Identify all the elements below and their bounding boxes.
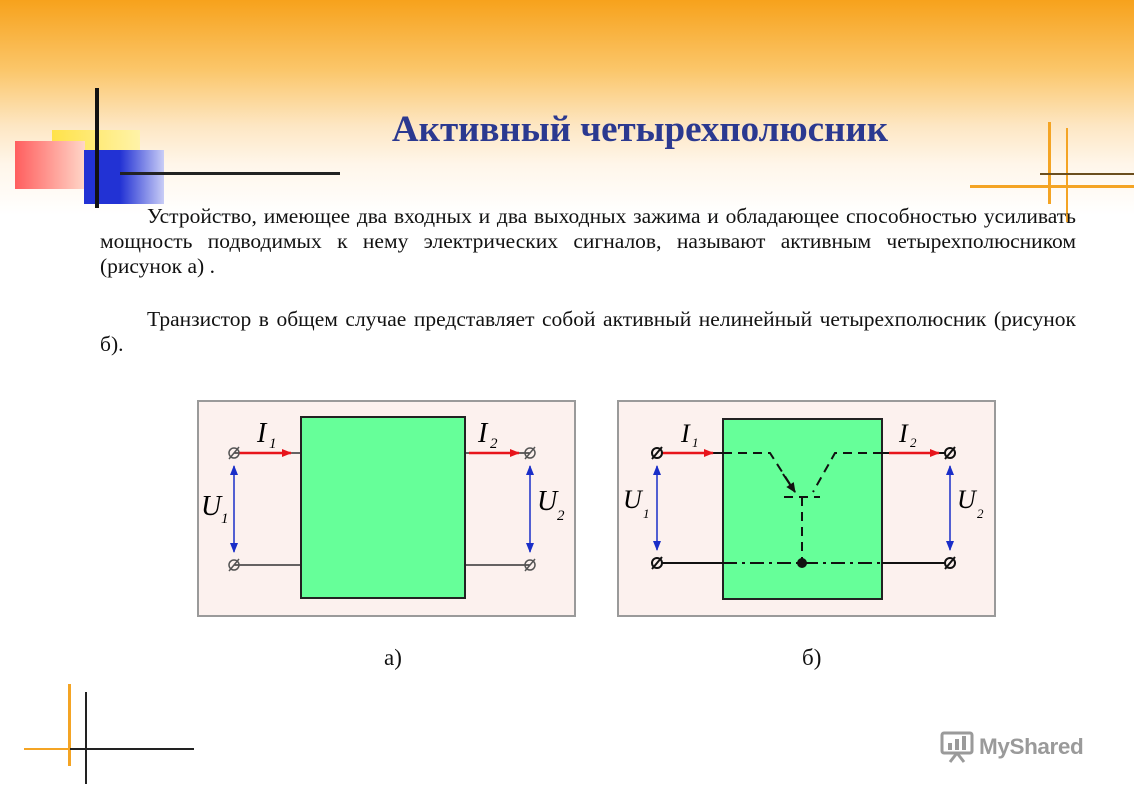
figure-b-label-i1-sub: 1 xyxy=(692,435,699,450)
figure-a-label-u2: U xyxy=(537,486,558,517)
decor-orange-hline xyxy=(970,185,1134,188)
figure-a-label-u1: U xyxy=(201,491,222,522)
figure-a-label-u1-sub: 1 xyxy=(221,511,229,527)
figure-b-quadripole-box xyxy=(723,419,882,599)
figure-a-quadripole-box xyxy=(301,417,465,598)
figure-b-terminal-in-top xyxy=(652,447,662,459)
figure-b-common-node xyxy=(797,558,807,568)
figure-b-terminal-in-bottom xyxy=(652,557,662,569)
watermark-logo[interactable] xyxy=(940,728,1100,766)
figure-b-label-u1-sub: 1 xyxy=(643,506,650,521)
figure-b-label-i2: I xyxy=(899,419,908,448)
decor-dark-hline xyxy=(1040,173,1134,175)
presentation-board-icon xyxy=(940,730,974,764)
figure-a-label-u2-sub: 2 xyxy=(557,508,565,524)
figure-b-terminal-out-bottom xyxy=(945,557,955,569)
figure-b-terminal-out-top xyxy=(945,447,955,459)
slide-title: Активный четырехполюсник xyxy=(391,109,889,150)
decor-dark-vline-bl xyxy=(85,692,87,784)
decor-vertical-line xyxy=(95,88,99,208)
figure-a-label-i2: I xyxy=(478,418,488,449)
decor-horizontal-line xyxy=(120,172,340,175)
figure-a-label-i1-sub: 1 xyxy=(269,436,277,452)
figure-b-label-i2-sub: 2 xyxy=(910,435,917,450)
decor-dark-hline-bl xyxy=(70,748,194,750)
figure-a-label-i1: I xyxy=(257,418,267,449)
figure-a-label-i2-sub: 2 xyxy=(490,436,498,452)
figure-b-label-u2-sub: 2 xyxy=(977,506,984,521)
decor-orange-vline-bl xyxy=(68,684,71,766)
decor-red-square xyxy=(15,141,85,189)
figure-b-label-u2: U xyxy=(957,485,976,514)
figure-a-caption: а) xyxy=(384,645,402,670)
figure-b-label-i1: I xyxy=(681,419,690,448)
watermark-text: MyShared xyxy=(979,734,1084,759)
figure-b-diagram xyxy=(617,400,997,618)
decor-orange-vline-1 xyxy=(1048,122,1051,204)
figure-b-caption: б) xyxy=(802,645,822,670)
paragraph-definition: Устройство, имеющее два входных и два выходных зажима и обладающее способностью усиливать мощность подводимых к нему электрических сигналов, называют активным четырехполюсником (рисунок а) . xyxy=(100,204,1076,278)
figure-b-label-u1: U xyxy=(623,485,642,514)
paragraph-transistor: Транзистор в общем случае представляет собой активный нелинейный четырехполюсник (рисунок б). xyxy=(100,307,1076,356)
figure-a-diagram xyxy=(197,400,577,618)
